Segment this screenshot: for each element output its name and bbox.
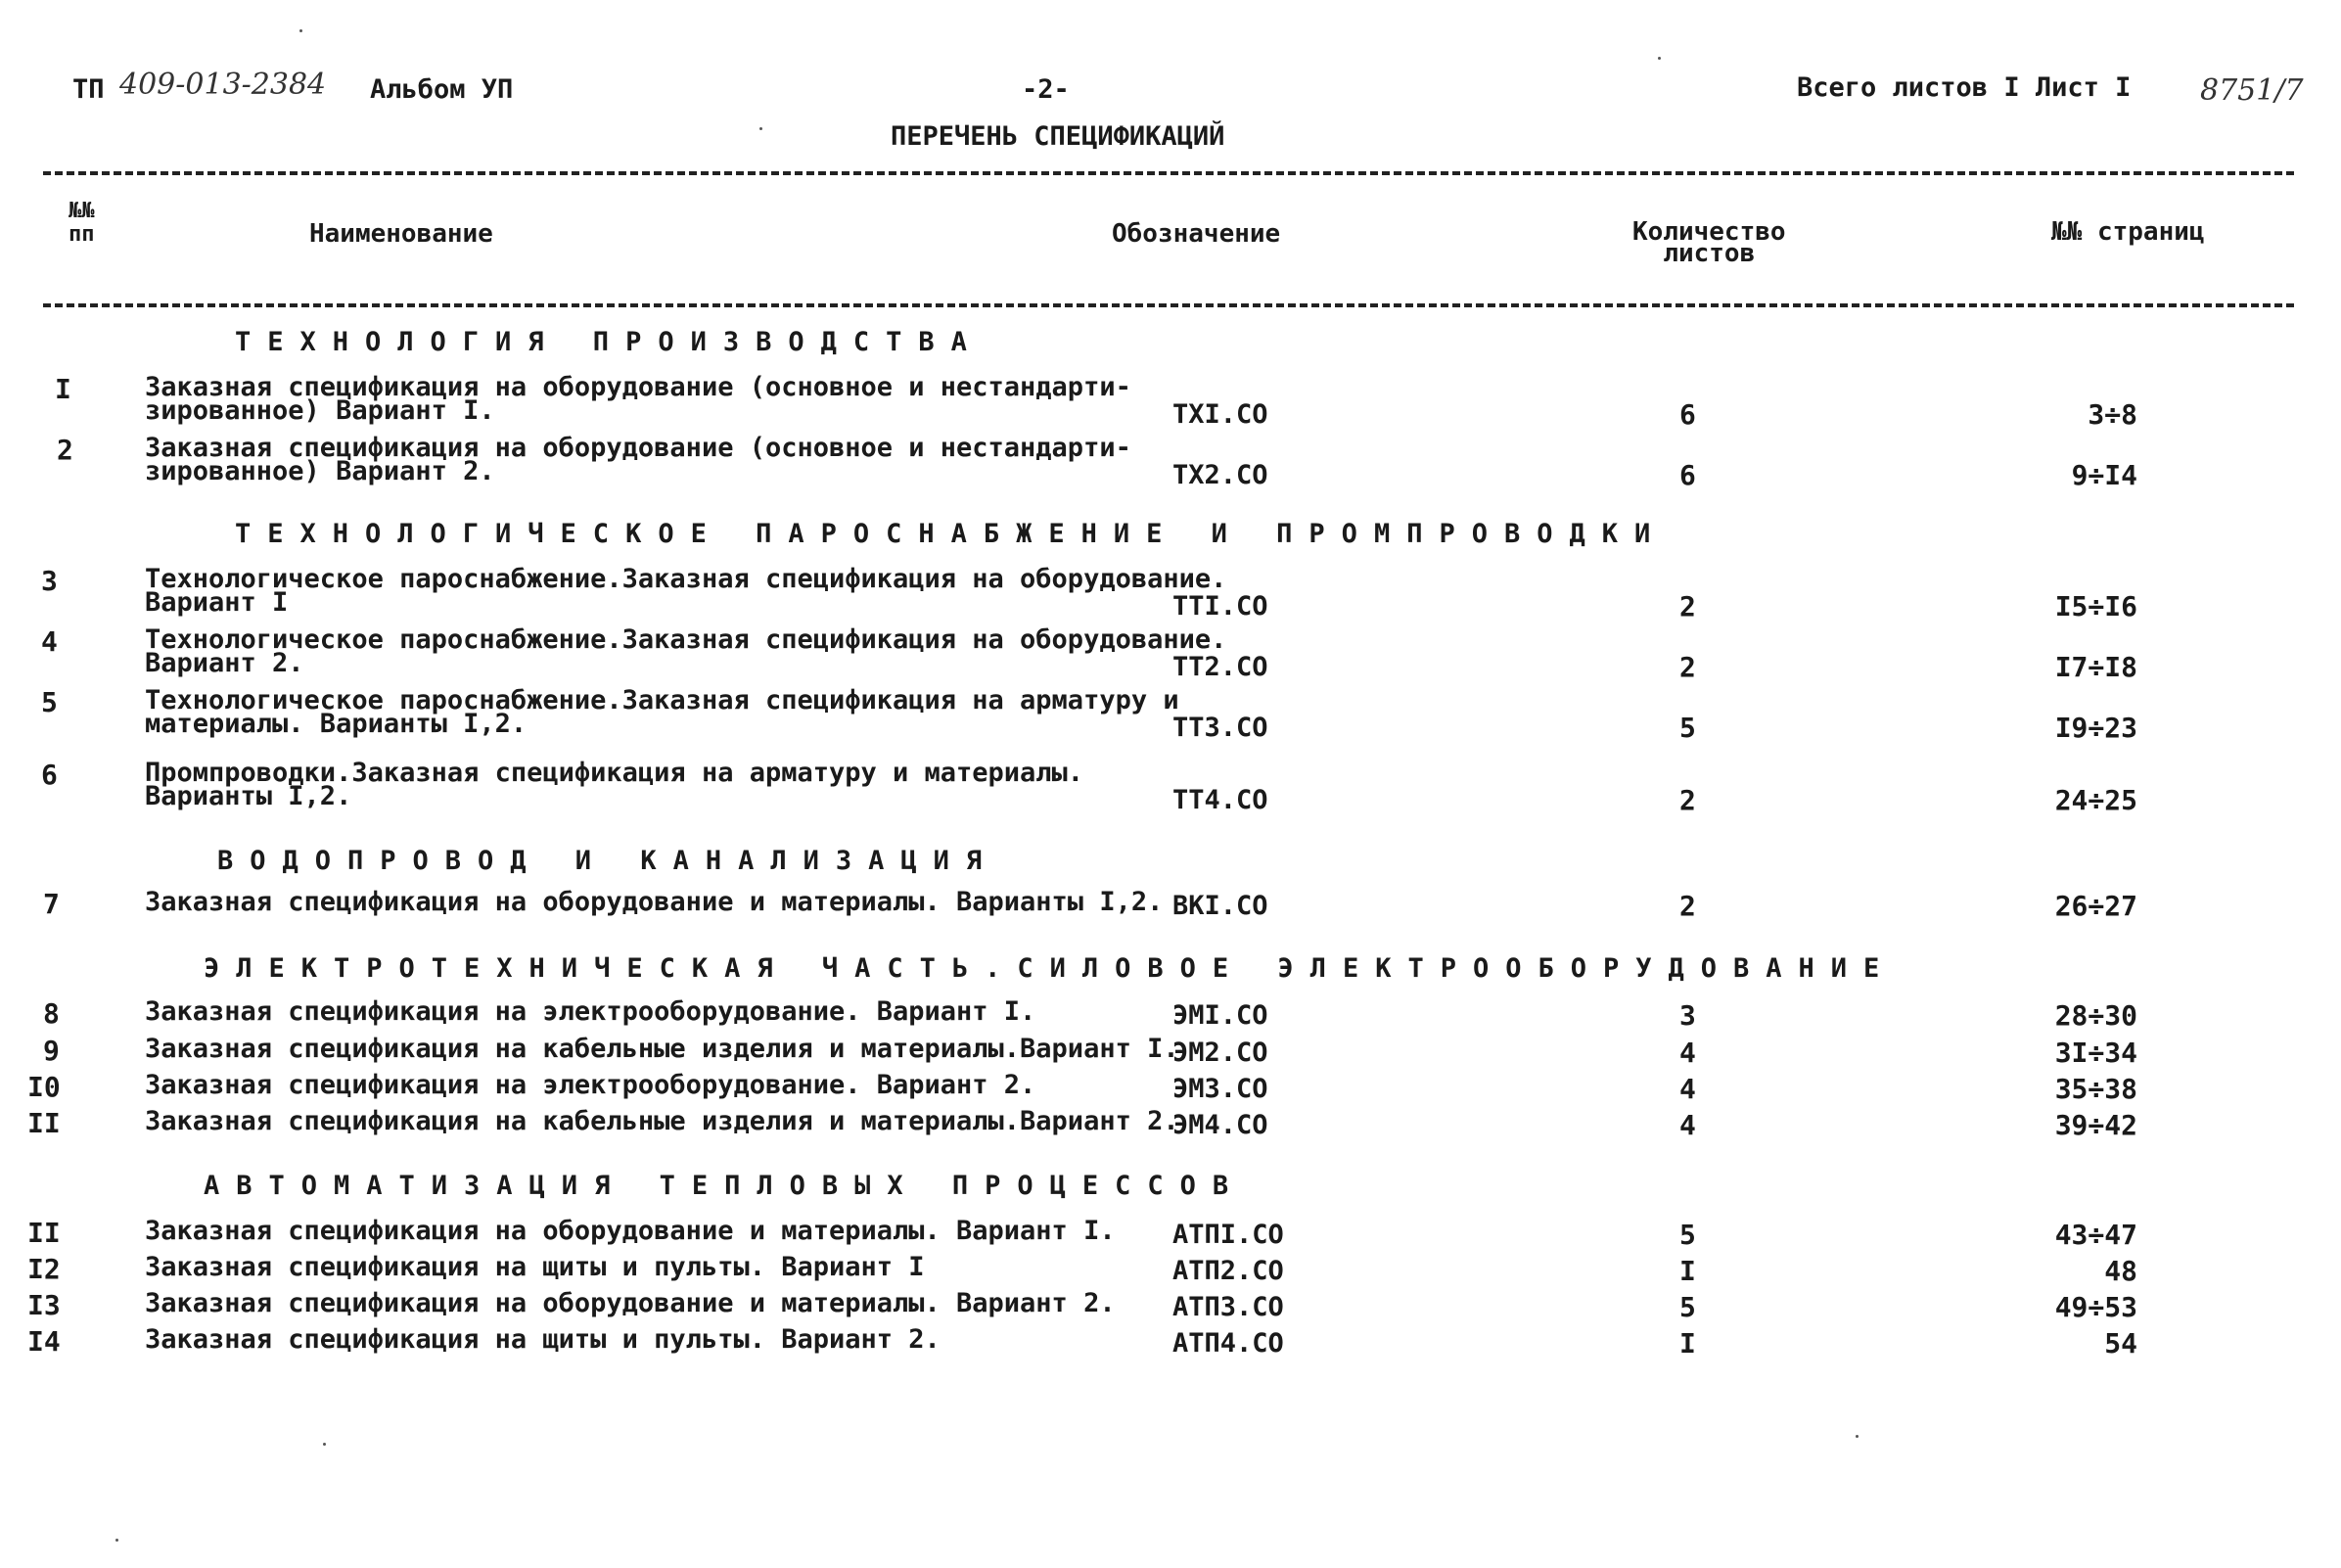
row-name: Технологическое пароснабжение.Заказная спецификация на оборудование. Вариант 2.: [145, 624, 1227, 678]
col-header-sheets: Количество листов: [1632, 217, 1786, 268]
page-number: -2-: [1022, 74, 1070, 105]
row-sheets: I: [1679, 1327, 1696, 1360]
row-number: 4: [41, 625, 58, 658]
scan-speck: [115, 1539, 118, 1542]
row-number: I: [55, 373, 71, 405]
row-sheets: 3: [1679, 999, 1696, 1032]
row-pages: 3÷8: [2088, 398, 2137, 431]
row-pages: I7÷I8: [2054, 651, 2137, 683]
row-pages: 39÷42: [2054, 1109, 2137, 1141]
row-name: Заказная спецификация на оборудование и материалы. Вариант 2.: [145, 1288, 1116, 1318]
col-header-num: №№ пп: [69, 199, 95, 247]
tp-number: 409-013-2384: [119, 68, 327, 102]
row-code: ЭМ2.СО: [1172, 1038, 1268, 1068]
row-name: Заказная спецификация на щиты и пульты. Вариант 2.: [145, 1324, 941, 1355]
row-pages: 49÷53: [2054, 1291, 2137, 1323]
row-sheets: 2: [1679, 590, 1696, 623]
row-name: Технологическое пароснабжение.Заказная спецификация на арматуру и материалы. Варианты I,2.: [145, 685, 1179, 739]
row-pages: 9÷I4: [2071, 459, 2137, 491]
section-title: ЭЛЕКТРОТЕХНИЧЕСКАЯ ЧАСТЬ.СИЛОВОЕ ЭЛЕКТРООБОРУДОВАНИЕ: [204, 953, 1897, 984]
row-number: 3: [41, 565, 58, 597]
row-sheets: 5: [1679, 712, 1696, 744]
row-code: ВКI.СО: [1172, 891, 1268, 921]
row-code: АТП3.СО: [1172, 1292, 1284, 1322]
row-name: Промпроводки.Заказная спецификация на арматуру и материалы. Варианты I,2.: [145, 758, 1084, 811]
row-number: 7: [43, 888, 60, 920]
header-divider: [43, 303, 2294, 307]
col-header-code: Обозначение: [1112, 219, 1281, 249]
row-sheets: 5: [1679, 1291, 1696, 1323]
row-number: I4: [27, 1325, 61, 1358]
row-number: 6: [41, 759, 58, 791]
top-divider: [43, 171, 2294, 175]
row-sheets: 2: [1679, 784, 1696, 816]
page-title: ПЕРЕЧЕНЬ СПЕЦИФИКАЦИЙ: [891, 121, 1225, 152]
row-pages: 26÷27: [2054, 890, 2137, 922]
section-title: ВОДОПРОВОД И КАНАЛИЗАЦИЯ: [217, 846, 999, 876]
row-pages: 28÷30: [2054, 999, 2137, 1032]
row-code: ТТI.СО: [1172, 591, 1268, 622]
row-name: Заказная спецификация на щиты и пульты. Вариант I: [145, 1252, 925, 1282]
row-code: АТПI.СО: [1172, 1220, 1284, 1250]
row-code: ТТ3.СО: [1172, 713, 1268, 743]
album-label: Альбом УП: [370, 74, 514, 105]
row-name: Заказная спецификация на электрооборудование. Вариант I.: [145, 996, 1036, 1027]
row-name: Заказная спецификация на кабельные изделия и материалы.Вариант 2.: [145, 1106, 1179, 1136]
row-name: Заказная спецификация на оборудование и материалы. Варианты I,2.: [145, 887, 1164, 917]
row-sheets: I: [1679, 1255, 1696, 1287]
row-sheets: 4: [1679, 1109, 1696, 1141]
row-sheets: 4: [1679, 1037, 1696, 1069]
row-code: АТП2.СО: [1172, 1256, 1284, 1286]
row-pages: I9÷23: [2054, 712, 2137, 744]
row-name: Технологическое пароснабжение.Заказная спецификация на оборудование. Вариант I: [145, 564, 1227, 618]
col-header-name: Наименование: [309, 219, 493, 249]
row-name: Заказная спецификация на оборудование (основное и нестандарти- зированное) Вариант 2.: [145, 433, 1131, 486]
row-code: ТТ4.СО: [1172, 785, 1268, 815]
section-title: ТЕХНОЛОГИЯ ПРОИЗВОДСТВА: [235, 327, 984, 357]
row-number: 5: [41, 686, 58, 718]
row-name: Заказная спецификация на оборудование (основное и нестандарти- зированное) Вариант I.: [145, 372, 1131, 426]
row-pages: 54: [2104, 1327, 2137, 1360]
row-code: АТП4.СО: [1172, 1328, 1284, 1359]
section-title: ТЕХНОЛОГИЧЕСКОЕ ПАРОСНАБЖЕНИЕ И ПРОМПРОВОДКИ: [235, 519, 1668, 549]
scan-speck: [1658, 57, 1661, 60]
row-pages: 24÷25: [2054, 784, 2137, 816]
row-pages: 48: [2104, 1255, 2137, 1287]
row-code: ТХ2.СО: [1172, 460, 1268, 490]
row-number: II: [27, 1217, 61, 1249]
row-code: ТТ2.СО: [1172, 652, 1268, 682]
row-number: 8: [43, 997, 60, 1030]
row-sheets: 2: [1679, 651, 1696, 683]
row-name: Заказная спецификация на кабельные изделия и материалы.Вариант I.: [145, 1034, 1179, 1064]
row-number: I3: [27, 1289, 61, 1321]
row-code: ЭМ3.СО: [1172, 1074, 1268, 1104]
scan-speck: [759, 127, 762, 130]
row-number: 2: [57, 434, 73, 466]
row-code: ЭМ4.СО: [1172, 1110, 1268, 1140]
row-sheets: 6: [1679, 459, 1696, 491]
handwritten-code: 8751/7: [2200, 73, 2304, 108]
row-pages: 3I÷34: [2054, 1037, 2137, 1069]
row-name: Заказная спецификация на электрооборудование. Вариант 2.: [145, 1070, 1036, 1100]
row-pages: 35÷38: [2054, 1073, 2137, 1105]
col-header-pages: №№ страниц: [2051, 217, 2205, 247]
sheets-info: Всего листов I Лист I: [1797, 72, 2132, 103]
row-pages: I5÷I6: [2054, 590, 2137, 623]
row-sheets: 2: [1679, 890, 1696, 922]
row-number: I2: [27, 1253, 61, 1285]
scan-speck: [1856, 1435, 1859, 1438]
scan-speck: [323, 1443, 326, 1446]
row-pages: 43÷47: [2054, 1219, 2137, 1251]
row-code: ТХI.СО: [1172, 399, 1268, 430]
section-title: АВТОМАТИЗАЦИЯ ТЕПЛОВЫХ ПРОЦЕССОВ: [204, 1171, 1246, 1201]
row-number: 9: [43, 1035, 60, 1067]
row-sheets: 5: [1679, 1219, 1696, 1251]
row-sheets: 4: [1679, 1073, 1696, 1105]
tp-label: ТП: [72, 74, 105, 105]
row-name: Заказная спецификация на оборудование и материалы. Вариант I.: [145, 1216, 1116, 1246]
row-number: II: [27, 1107, 61, 1139]
scan-speck: [299, 29, 302, 32]
row-number: I0: [27, 1071, 61, 1103]
row-sheets: 6: [1679, 398, 1696, 431]
row-code: ЭМI.СО: [1172, 1000, 1268, 1031]
